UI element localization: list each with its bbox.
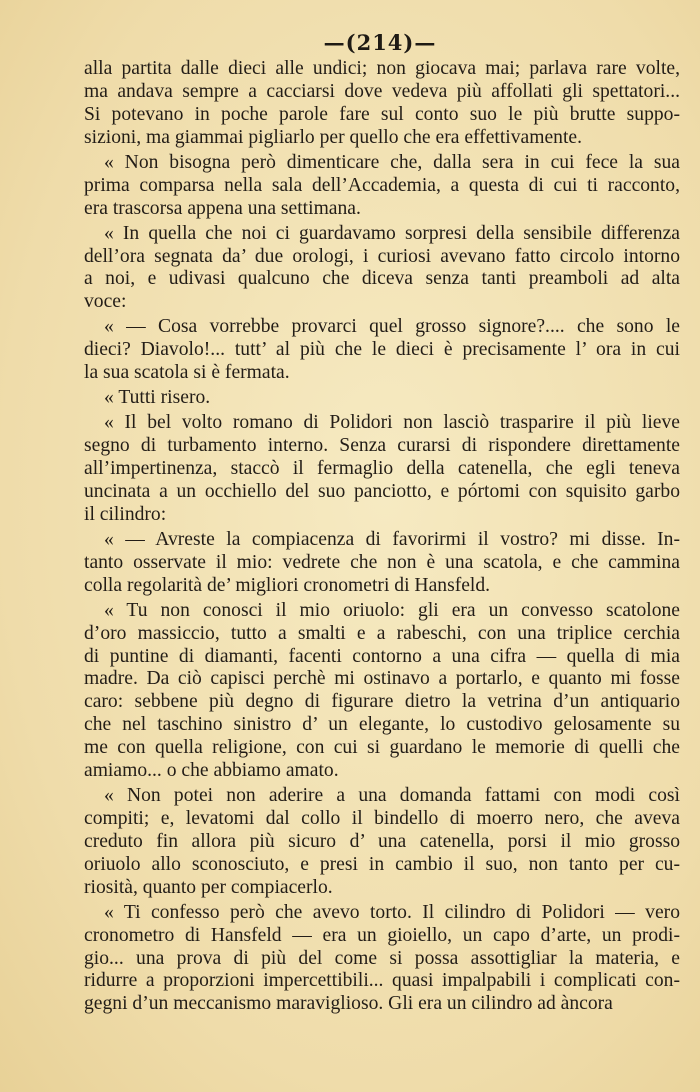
text-line: all’impertinenza, staccò il fermaglio della catenella, che egli teneva [84, 458, 680, 480]
paragraph [84, 600, 680, 783]
text-line: cronometro di Hansfeld — era un gioiello, un capo d’arte, un prodi- [84, 924, 680, 946]
paragraph [84, 902, 680, 1016]
text-line: « Tu non conosci il mio oriuolo: gli era un convesso scatolone [104, 599, 680, 621]
text-line: di puntine di diamanti, facenti contorno a una cifra — quella di mia [84, 645, 680, 667]
text-line: « Ti confesso però che avevo torto. Il cilindro di Polidori — vero [104, 901, 680, 923]
text-line: « Non bisogna però dimenticare che, dalla sera in cui fece la sua [104, 151, 680, 173]
text-line: caro: sebbene più degno di figurare dietro la vetrina d’un antiquario [84, 691, 680, 713]
text-line: « — Avreste la compiacenza di favorirmi il vostro? mi disse. In- [104, 528, 680, 550]
text-line: prima comparsa nella sala dell’Accademia, a questa di cui ti racconto, [84, 174, 680, 196]
text-line: sizioni, ma giammai pigliarlo per quello che era effettivamente. [84, 126, 583, 148]
text-line: « In quella che noi ci guardavamo sorpresi della sensibile differenza [104, 222, 680, 244]
text-line: colla regolarità de’ migliori cronometri di Hansfeld. [84, 574, 491, 596]
paragraph [84, 223, 680, 315]
text-line: compiti; e, levatomi dal collo il bindello di moerro nero, che aveva [84, 808, 680, 829]
paragraph [84, 58, 680, 150]
paragraph [84, 152, 680, 221]
text-line: gegni d’un meccanismo maraviglioso. Gli era un cilindro ad àncora [84, 993, 613, 1015]
body-text [84, 58, 680, 1018]
paragraph [84, 316, 680, 385]
text-line: gio... una prova di più del come si possa assottigliar la materia, e [84, 947, 680, 969]
text-line: dieci? Diavolo!... tutt’ al più che le dieci è precisamente l’ ora in cui [84, 339, 680, 361]
text-line: che nel taschino sinistro d’ un elegante, lo custodivo gelosamente su [84, 714, 680, 736]
text-line: amiamo... o che abbiamo amato. [84, 760, 339, 782]
text-line: riosità, quanto per compiacerlo. [84, 876, 333, 898]
text-line: alla partita dalle dieci alle undici; non giocava mai; parlava rare volte, [84, 58, 680, 79]
page-number: —(214)— [323, 30, 437, 55]
text-line: tanto osservate il mio: vedrete che non è una scatola, e che cammina [84, 551, 680, 573]
text-line: ma andava sempre a cacciarsi dove vedeva più affollati gli spettatori... [84, 80, 680, 102]
text-line: voce: [84, 291, 127, 313]
text-line: era trascorsa appena una settimana. [84, 197, 361, 219]
text-line: ridurre a proporzioni impercettibili... quasi impalpabili i complicati con- [84, 970, 680, 992]
text-line: « Non potei non aderire a una domanda fattami con modi così [104, 785, 680, 807]
text-line: « — Cosa vorrebbe provarci quel grosso signore?.... che sono le [104, 316, 680, 338]
text-line: segno di turbamento interno. Senza curarsi di rispondere direttamente [84, 435, 680, 457]
text-line: d’oro massiccio, tutto a smalti e a rabeschi, con una triplice cerchia [84, 622, 680, 644]
text-line: il cilindro: [84, 503, 167, 525]
text-line: la sua scatola si è fermata. [84, 362, 290, 384]
paragraph [84, 529, 680, 598]
text-line: a noi, e udivasi qualcuno che diceva senza tanti preamboli ad alta [84, 268, 680, 290]
text-line: dell’ora segnata da’ due orologi, i curiosi avevano fatto circolo intorno [84, 245, 680, 267]
text-line: « Tutti risero. [104, 387, 211, 409]
text-line: uncinata a un occhiello del suo panciotto, e pórtomi con squisito garbo [84, 480, 680, 502]
paragraph [84, 412, 680, 526]
text-line: me con quella religione, con cui si guardano le memorie di quelli che [84, 737, 680, 759]
text-line: oriuolo allo sconosciuto, e presi in cambio il suo, non tanto per cu- [84, 853, 680, 875]
text-line: creduto fin allora più sicuro d’ una catenella, porsi il mio grosso [84, 830, 680, 852]
paragraph [84, 785, 680, 899]
text-line: « Il bel volto romano di Polidori non lasciò trasparire il più lieve [104, 412, 680, 434]
text-line: madre. Da ciò capisci perchè mi ostinavo a portarlo, e quanto mi fosse [84, 668, 680, 690]
paragraph [84, 387, 680, 410]
text-line: Si potevano in poche parole fare sul conto suo le più brutte suppo- [84, 103, 680, 125]
